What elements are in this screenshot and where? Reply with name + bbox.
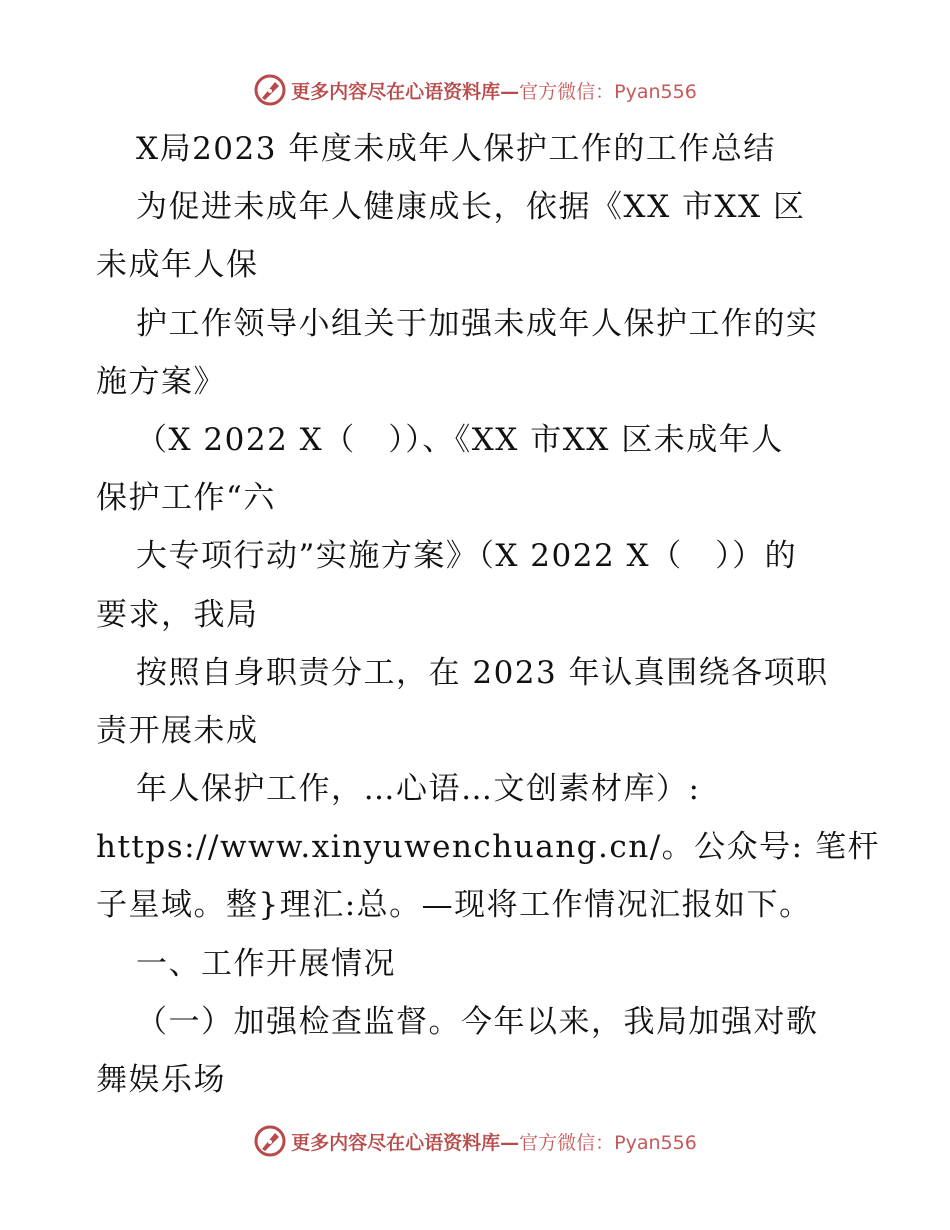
document-body: [96, 120, 880, 1109]
paragraph-line: 要求，我局: [96, 596, 259, 633]
paragraph-line: https://www.xinyuwenchuang.cn/。公众号: 笔杆: [96, 829, 880, 866]
watermark-wechat: 官方微信：Pyan556: [519, 1131, 697, 1154]
section-heading: 一、工作开展情况: [136, 945, 396, 982]
watermark-site-name: 更多内容尽在心语资料库: [291, 80, 501, 103]
pen-nib-logo-icon: [253, 1124, 287, 1158]
paragraph-line: 施方案》: [96, 363, 226, 400]
paragraph-line: 舞娱乐场: [96, 1062, 226, 1098]
paragraph-line: 子星域。整}理汇:总。—现将工作情况汇报如下。: [96, 887, 812, 924]
paragraph-line: 护工作领导小组关于加强未成年人保护工作的实: [136, 305, 819, 342]
pen-nib-logo-icon: [253, 73, 287, 107]
paragraph-line: 大专项行动”实施方案》（X 2022 X（ ））的: [136, 538, 798, 575]
paragraph-line: 责开展未成: [96, 712, 259, 749]
watermark-site-name: 更多内容尽在心语资料库: [291, 1131, 501, 1154]
paragraph-line: 为促进未成年人健康成长，依据《XX 市XX 区: [136, 189, 806, 226]
header-watermark: [253, 73, 697, 107]
paragraph-line: 未成年人保: [96, 247, 259, 284]
paragraph-line: 按照自身职责分工，在 2023 年认真围绕各项职: [136, 654, 829, 691]
watermark-text: [291, 1128, 697, 1155]
watermark-separator: —: [500, 80, 520, 103]
paragraph-line: 保护工作“六: [96, 480, 276, 517]
document-title: X局2023 年度未成年人保护工作的工作总结: [136, 131, 776, 167]
watermark-separator: —: [500, 1131, 520, 1154]
footer-watermark: [253, 1124, 697, 1158]
watermark-text: [291, 77, 697, 104]
paragraph-line: 年人保护工作，…心语…文创素材库）:: [136, 771, 701, 808]
watermark-wechat: 官方微信：Pyan556: [519, 80, 697, 103]
paragraph-line: （一）加强检查监督。今年以来，我局加强对歌: [136, 1003, 819, 1040]
paragraph-line: （X 2022 X（ ））、《XX 市XX 区未成年人: [136, 421, 784, 458]
header-watermark-banner: [0, 70, 950, 110]
footer-watermark-banner: [0, 1121, 950, 1161]
